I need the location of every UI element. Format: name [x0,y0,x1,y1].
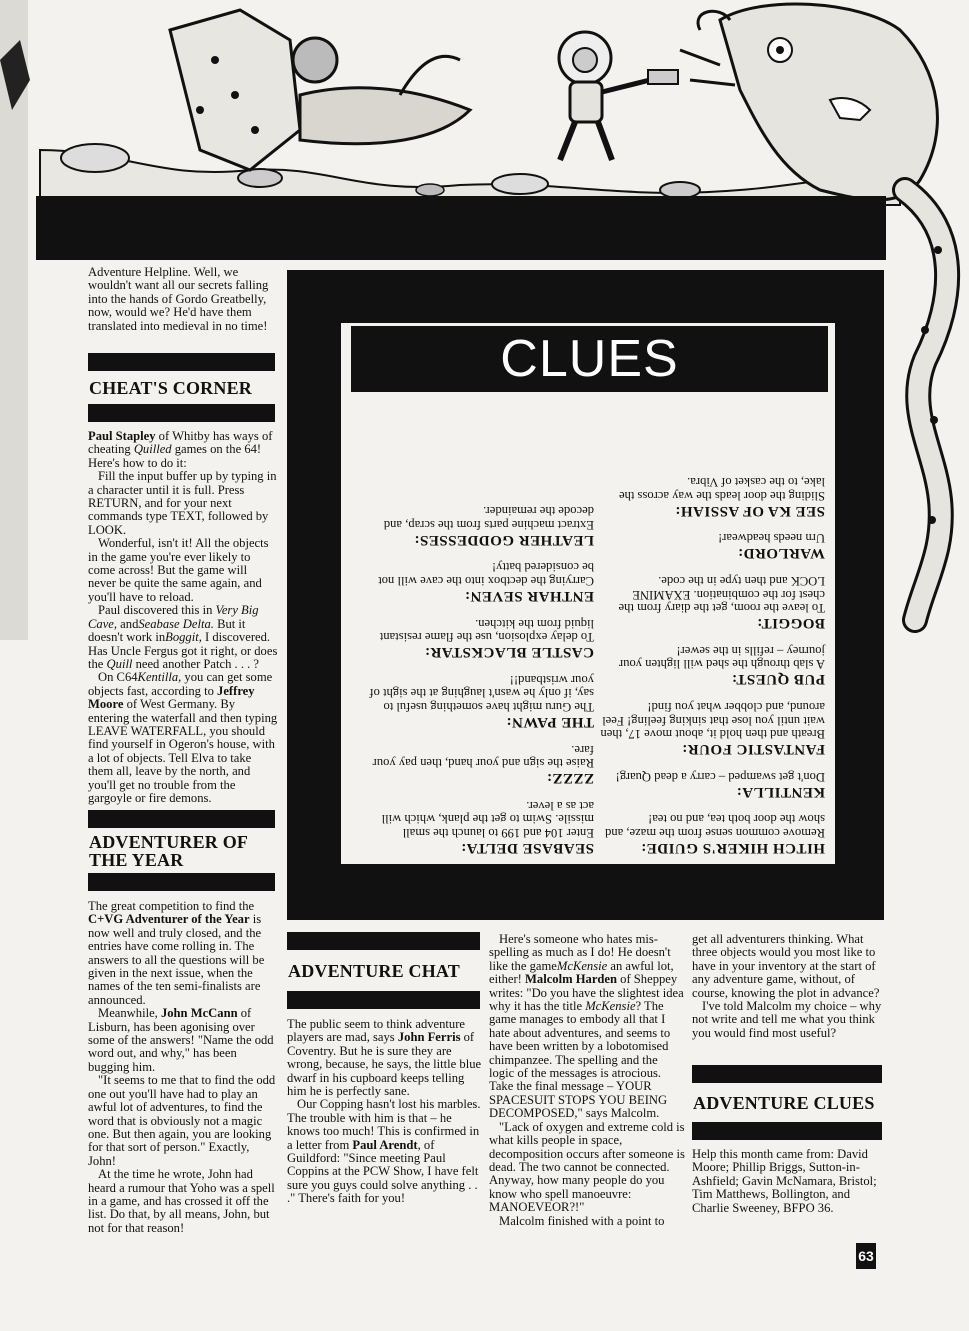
aoty-body: The great competition to find the C+VG Adventurer of the Year is now well and truly closed, and the entries have come rolling in. The answers to all the questions will be given in the next issue, when the names of the ten semi-finalists are announced. Meanwhile, John McCann of Lisburn, has been agonising over some of the answers! "Name the odd word out, and why," has been bugging him. "It seems to me that to find the odd one out you'll have had to play an awful lot of adventures, to find the word that is obviously not a magic one. But then again, you are looking for that sort of person." Exactly, John! At the time he wrote, John had heard a rumour that Yoho was a spell in a game, and has crossed it off the list. Do that, by all means, John, but not for that reason! [88,900,278,1235]
clue-item [368,504,594,548]
column-three: Here's someone who hates mis-spelling as much as I do! He doesn't like the gameMcKensie an awful lot, either! Malcolm Harden of Sheppey writes: "Do you have the slightest idea why it has the title McKensie? The game manages to embody all that I hate about adventures, and seems to have been written by a lobotomised chimpanzee. The spelling and the logic of the messages is atrocious. Take the final message – YOUR SPACESUIT STOPS YOU BEING DECOMPOSED," says Malcolm. "Lack of oxygen and extreme cold is what kills people in space, decomposition occurs after someone is dead. The two cannot be connected. Anyway, how many people do you know who spell manoeuvre: MANOEVEOR?!" Malcolm finished with a point to [489,932,685,1228]
clue-text: Remove common sense from the maze, and show the door both tea, and no tea! [605,812,825,840]
clue-title: WARLORD: [737,545,825,562]
chat-heading: ADVENTURE CHAT [288,961,460,981]
header-band [36,196,886,260]
col3-paragraph: Malcolm finished with a point to [499,1213,665,1228]
clue-text: The Guru might have something useful to say, if only he wasn't laughing at the sight of your wristband!! [369,672,594,715]
clue-title: PUB QUEST: [731,671,825,688]
col3-paragraph: "Lack of oxygen and extreme cold is what kills people in space, decomposition occurs after someone is dead. The two cannot be connected. Anyway, how many people do you know who spell manoeuvre: MANOEVEOR?!" [489,1119,685,1215]
clue-text: To leave the room, get the diary from the chest for the combination. EXAMINE LOCK and then type in the code. [618,574,825,616]
aoty-bottom-bar [88,873,275,891]
clue-title: HITCH HIKER'S GUIDE: [640,840,825,856]
clue-title: LEATHER GODDESSES: [413,531,594,548]
clues-left-column [599,396,825,856]
clue-text: Raise the sign and your hand, then pay your fare. [372,742,594,771]
intro-paragraph: Adventure Helpline. Well, we wouldn't want all our secrets falling into the hands of Gordo Greatbelly, now, would we? He'd have them translated into medieval in no time! [88,265,269,333]
chat-bottom-bar [287,991,480,1009]
clue-text: Urn needs headwear! [718,531,825,546]
cheats-paragraph: Fill the input buffer up by typing in a character until it is full. Press RETURN, and for your next commands type TEXT, followed by LOOK. [88,469,277,537]
aclues-body [692,1148,884,1215]
clue-item [599,769,825,800]
chat-body: The public seem to think adventure players are mad, says John Ferris of Coventry. But he is sure they are wrong, because, he says, the little blue dwarf in his cupboard keeps telling him he is perfectly sane. Our Copping hasn't lost his marbles. The trouble with him is that – he knows too much! This is confirmed in a letter from Paul Arendt, of Guildford: "Since meeting Paul Coppins at the PCW Show, I have felt sure you guys could solve anything . . ." There's faith for you! [287,1017,482,1206]
clue-text: Breath and then hold it, about move 17, then wait until you lose that sinking feeling! Feel around, and clobber what you find! [600,700,825,742]
aoty-paragraph: "It seems to me that to find the odd one out you'll have had to play an awful lot of adventures, to find the word that is obviously not a magic one. But then again, you are looking for that sort of person." Exactly, John! [88,1073,276,1168]
clue-text: Carrying the dectbox into the cave will not be considered batty! [378,560,594,589]
clue-text: To delay explosion, use the flame resistant liquid from the kitchen. [379,616,594,645]
aoty-heading: ADVENTURER OF THE YEAR [89,832,249,870]
clue-title: KENTILLA: [736,783,825,800]
clue-title: CASTLE BLACKSTAR: [424,644,594,661]
aclues-paragraph: Help this month came from: David Moore; Phillip Briggs, Sutton-in-Ashfield; Gavin McNamara, Bristol; Tim Matthews, Bollington, and Charlie Sweeney, BFPO 36. [692,1147,877,1215]
clue-title: ZZZZ: [546,770,594,787]
clue-text: Don't get swamped – carry a dead Quarg! [615,769,825,784]
aoty-paragraph: At the time he wrote, John had heard a rumour that Yoho was a spell in a game, and has crossed it off the list. Do that, by all means, John, but not for that reason! [88,1167,275,1235]
clues-right-column [368,396,594,856]
cheats-top-bar [88,353,275,371]
rocket-ship-icon [170,10,470,170]
clue-item [368,742,594,786]
author-name: Paul Stapley [88,429,156,443]
clue-title: FANTASTIC FOUR: [681,741,825,758]
clue-item [368,798,594,856]
clue-title: THE PAWN: [506,714,594,731]
intro-text [88,266,278,333]
author-name: John McCann [160,1006,238,1021]
astronaut-icon [559,32,678,160]
col4-paragraph: I've told Malcolm my choice – why not write and tell me what you think you would find most useful? [692,999,882,1040]
page-number: 63 [856,1243,876,1269]
clue-item [599,643,825,687]
author-name: Jeffrey Moore [88,683,255,712]
clue-text: Extract machine parts from the scrap, and decode the remainder. [383,504,594,532]
clue-item [368,616,594,660]
aclues-top-bar [692,1065,882,1083]
clue-title: SEABASE DELTA: [460,840,594,856]
clues-title: CLUES [351,326,828,392]
clue-item [368,672,594,730]
column-four [692,933,884,1040]
clue-item [599,573,825,631]
aoty-top-bar [88,810,275,828]
clue-text: A slab through the shed will lighten your journey – refills in the sewer! [618,643,825,672]
clue-title: SEE KA OF ASSIAH: [674,502,825,519]
clue-title: BOGGIT: [756,615,825,632]
cheats-paragraph: Wonderful, isn't it! All the objects in the game you're ever likely to come across! But the game will never be quite the same again, and you'll have to reload. [88,536,269,604]
author-name: Paul Arendt [352,1137,418,1152]
clue-text: Enter 104 and 199 to launch the small missile. Swim to get the plank, which will act as a lever. [381,798,594,840]
clue-item [599,812,825,856]
aclues-bottom-bar [692,1122,882,1140]
clue-item [599,531,825,562]
cheats-body: Paul Stapley of Whitby has ways of cheating Quilled games on the 64! Here's how to do it: Fill the input buffer up by typing in a character until it is full. Press RETURN, and for your next commands type TEXT, followed by LOOK. Wonderful, isn't it! All the objects in the game you're ever likely to come across! But the game will never be quite the same again, and you'll have to reload. Paul discovered this in Very Big Cave, andSeabase Delta. But it doesn't work inBoggit, I discovered. Has Uncle Fergus got it right, or does the Quill need another Patch . . . ? On C64Kentilla, you can get some objects fast, according to Jeffrey Moore of West Germany. By entering the waterfall and then typing LEAVE WATERFALL, you should find yourself in Ogeron's house, with a lot of objects. Tell Elva to take them all, leave by the north, and you'll get no trouble from the gargoyle or fire demons. [88,429,278,805]
clue-title: ENTHAR SEVEN: [464,588,594,605]
author-name: Malcolm Harden [525,972,618,987]
cheats-bottom-bar [88,404,275,422]
author-name: John Ferris [397,1030,461,1045]
col4-paragraph: get all adventurers thinking. What three objects would you most like to have in your inventory at the start of any adventure game, without, of course, knowing the plot in advance? [692,932,880,1000]
clue-item [599,699,825,757]
chat-top-bar [287,932,480,950]
aclues-heading: ADVENTURE CLUES [693,1093,875,1113]
cheats-heading: CHEAT'S CORNER [89,378,252,398]
clue-text: Sliding the door leads the way across the lake, to the casket of Vibra. [618,475,825,503]
clue-item [599,475,825,519]
clue-item [368,560,594,604]
